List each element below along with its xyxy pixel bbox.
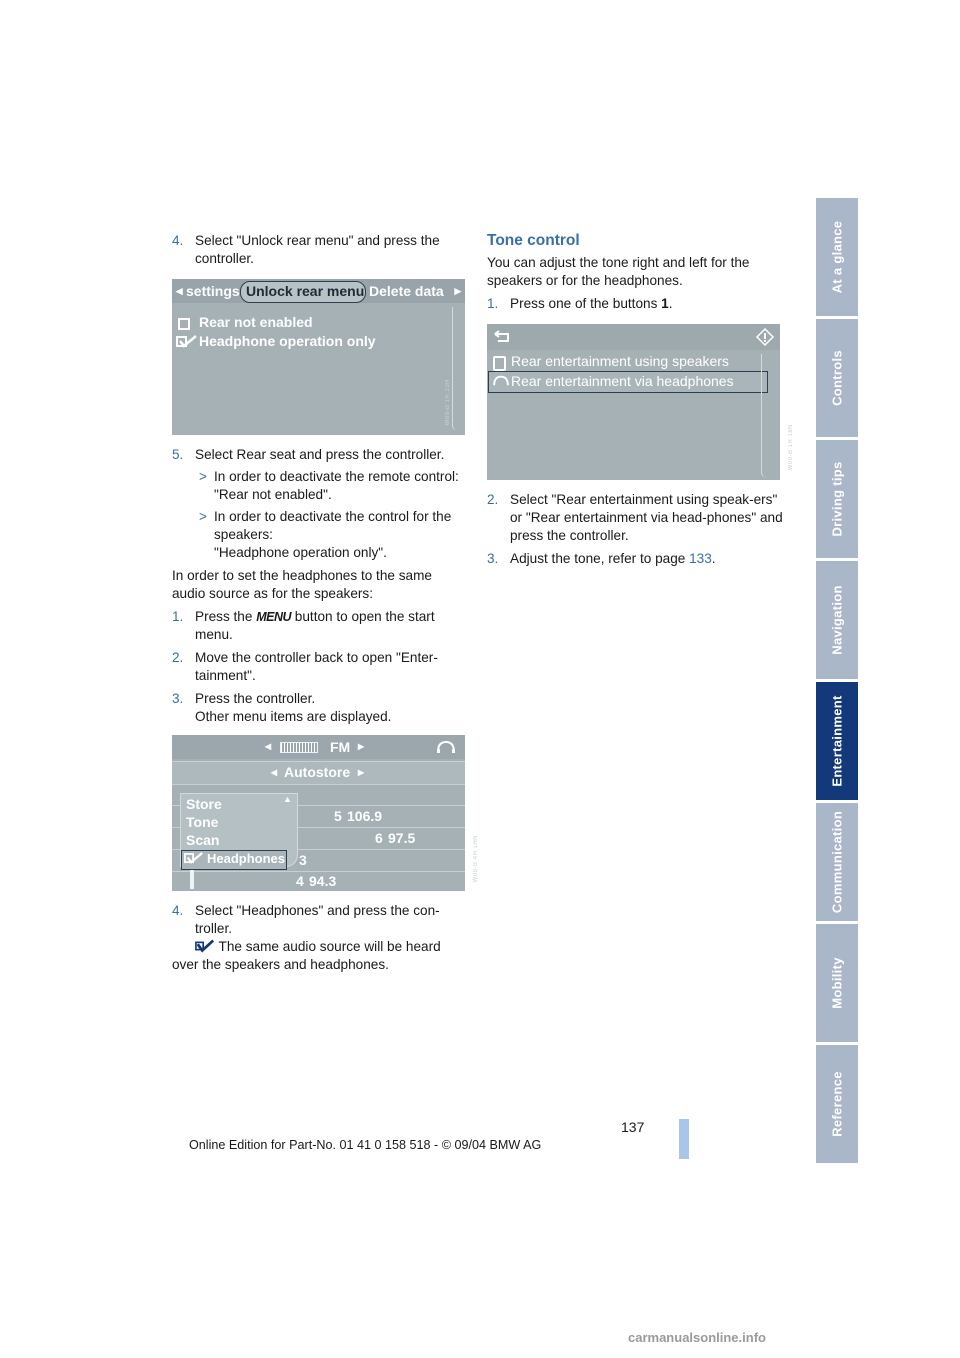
option-rear-not-enabled: Rear not enabled xyxy=(199,314,313,330)
menu-item-scan: Scan xyxy=(186,832,220,848)
sidebar-tab-mobility[interactable]: Mobility xyxy=(816,924,858,1045)
sidebar-tab-entertainment[interactable]: Entertainment xyxy=(816,682,858,803)
tone-step-2: 2. Select "Rear entertainment using speak-ers" or "Rear entertainment via head-phones" and press the controller. xyxy=(487,492,783,543)
band-fm: FM xyxy=(330,739,351,755)
sub-step-deactivate-remote: > In order to deactivate the remote control: "Rear not enabled". xyxy=(199,469,459,502)
sidebar-tab-controls[interactable]: Controls xyxy=(816,319,858,440)
autostore-left-arrow-icon: ◂ xyxy=(271,765,278,779)
popup-arrow-icon: ▲ xyxy=(283,794,292,804)
screen-unlock-rear-menu xyxy=(172,279,465,435)
preset-frequency: 97.5 xyxy=(388,830,416,846)
tone-control-heading: Tone control xyxy=(487,232,580,249)
check-icon xyxy=(195,939,215,953)
preset-number: 3 xyxy=(299,852,307,868)
note-same-source: The same audio source will be heard xyxy=(172,938,466,956)
headphones-intro: In order to set the headphones to the same audio source as for the speakers: xyxy=(172,568,432,601)
sidebar-tab-navigation[interactable]: Navigation xyxy=(816,561,858,682)
page-link-133[interactable]: 133 xyxy=(689,551,712,566)
nav-right-arrow-icon: ▸ xyxy=(454,283,461,298)
menu-item-store: Store xyxy=(186,796,222,812)
nav-delete-data: Delete data xyxy=(369,283,444,299)
band-bar xyxy=(172,735,465,759)
band-waveform-icon xyxy=(280,742,318,753)
sub-step-deactivate-speakers: > In order to deactivate the control for the speakers: "Headphone operation only". xyxy=(199,509,452,560)
menu-key-icon: MENU xyxy=(256,610,292,624)
left-column xyxy=(172,232,466,268)
figure-code: W09-B 1R 13H xyxy=(445,379,451,426)
nav-settings: settings xyxy=(186,283,240,299)
screen3-top-bar xyxy=(487,324,780,350)
option-headphone-operation-only: Headphone operation only xyxy=(199,333,376,349)
watermark: carmanualsonline.info xyxy=(628,1330,766,1345)
right-column xyxy=(487,232,787,313)
preset-frequency: 106.9 xyxy=(347,808,383,824)
preset-number: 4 xyxy=(296,873,304,889)
page-number: 137 xyxy=(621,1119,645,1135)
info-icon xyxy=(756,328,774,346)
sidebar-tab-at-a-glance[interactable]: At a glance xyxy=(816,198,858,319)
preset-frequency: 94.3 xyxy=(309,873,337,889)
sidebar-tab-driving-tips[interactable]: Driving tips xyxy=(816,440,858,561)
screen-entertainment-menu xyxy=(172,735,479,891)
sidebar-tab-communication[interactable]: Communication xyxy=(816,803,858,924)
step-5-rear-seat: 5. Select Rear seat and press the controller. xyxy=(172,447,445,462)
left-column-steps xyxy=(172,446,466,726)
preset-number: 5 xyxy=(334,808,342,824)
tone-intro: You can adjust the tone right and left for the speakers or for the headphones. xyxy=(487,255,750,288)
preset-number: 6 xyxy=(375,830,383,846)
figure-code: W09-B 1R 18N xyxy=(788,424,794,471)
checkmark-icon xyxy=(184,852,204,865)
autostore-right-arrow-icon: ▸ xyxy=(358,765,365,779)
speaker-icon xyxy=(493,356,506,371)
tone-step-3: 3. Adjust the tone, refer to page 133. xyxy=(487,551,716,566)
checkbox-empty-icon xyxy=(178,318,190,330)
nav-unlock-rear-menu: Unlock rear menu xyxy=(246,283,365,299)
autostore: Autostore xyxy=(284,764,351,780)
menu-item-tone: Tone xyxy=(186,814,219,830)
page-marker xyxy=(679,1119,689,1159)
nav-left-arrow-icon: ◂ xyxy=(176,283,183,298)
headphones-icon xyxy=(492,375,510,387)
left-bar xyxy=(190,867,194,889)
sidebar-tab-reference[interactable]: Reference xyxy=(816,1045,858,1163)
chapter-sidebar xyxy=(816,198,858,1163)
step-1-menu: 1. Press the MENU button to open the start menu. xyxy=(172,609,435,642)
menu-item-headphones: Headphones xyxy=(207,851,286,866)
note-same-source-2: over the speakers and headphones. xyxy=(172,957,389,972)
option-rear-entertainment-speakers: Rear entertainment using speakers xyxy=(511,353,729,369)
footer-edition: Online Edition for Part-No. 01 41 0 158 518 - © 09/04 BMW AG xyxy=(189,1138,542,1152)
step-4-unlock: 4. Select "Unlock rear menu" and press the controller. xyxy=(172,233,440,266)
checkmark-icon xyxy=(176,335,198,349)
band-right-arrow-icon: ▸ xyxy=(358,739,365,753)
step-4-headphones: 4. Select "Headphones" and press the con-troller. xyxy=(172,903,440,936)
right-column-steps xyxy=(487,491,787,568)
tone-step-1: 1. Press one of the buttons 1. xyxy=(487,296,673,311)
step-4-headphones-block xyxy=(172,902,466,974)
back-arrow-icon xyxy=(493,330,511,344)
scroll-track xyxy=(452,307,461,431)
step-2-entertainment: 2. Move the controller back to open "Enter-tainment". xyxy=(172,650,438,683)
scroll-track xyxy=(761,354,770,478)
screen-rear-entertainment xyxy=(487,324,794,480)
step-3-press: 3. Press the controller. Other menu items are displayed. xyxy=(172,691,392,724)
band-left-arrow-icon: ◂ xyxy=(265,739,272,753)
headphones-icon xyxy=(436,740,456,754)
option-rear-entertainment-headphones: Rear entertainment via headphones xyxy=(511,373,734,389)
figure-code: W09-B 4H 1HN xyxy=(473,835,479,883)
